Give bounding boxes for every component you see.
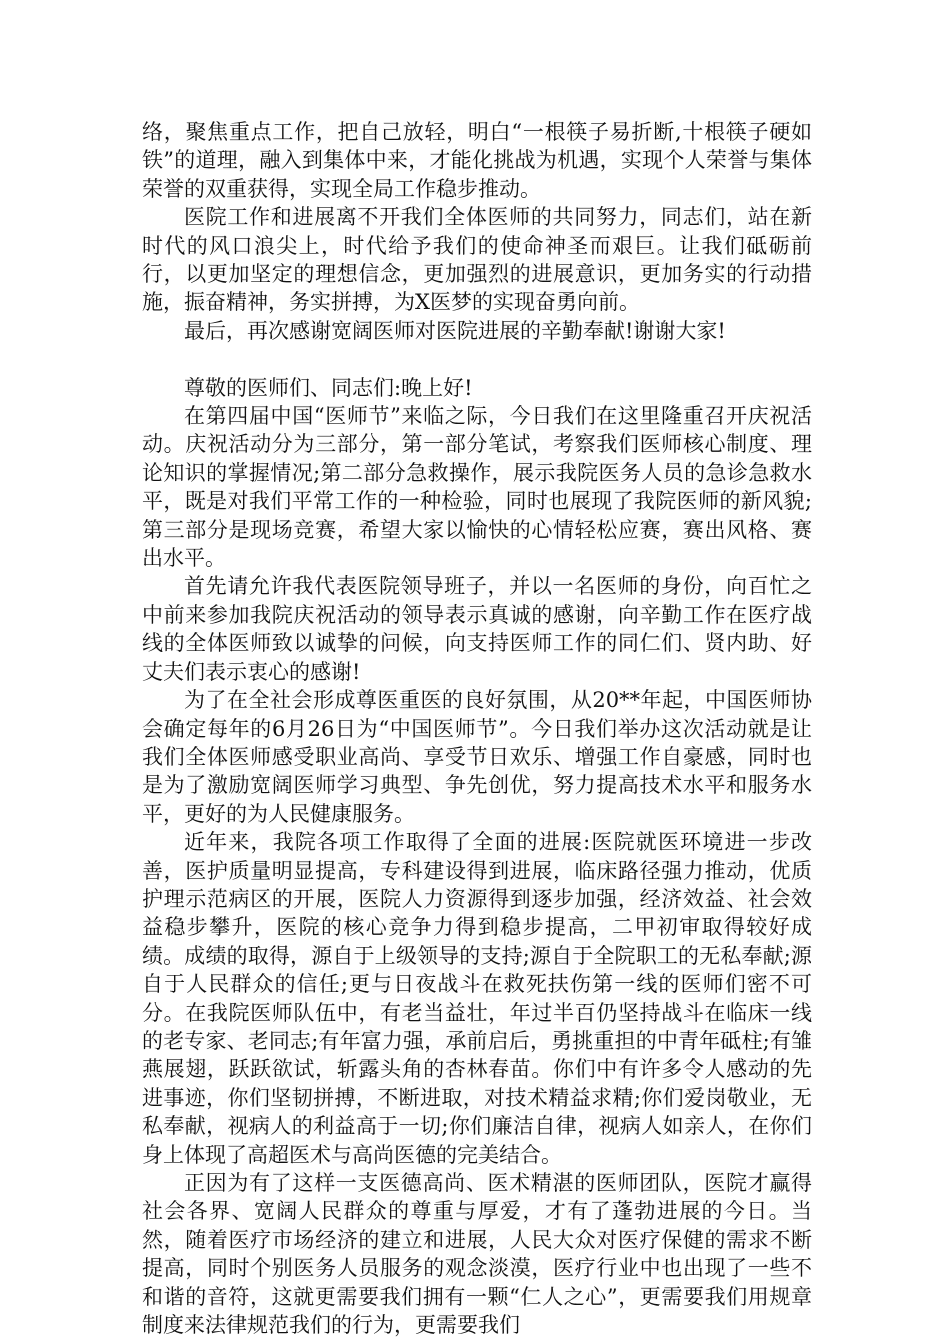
document-page (142, 118, 812, 1339)
section-gap (142, 345, 812, 373)
paragraph-closing: 最后，再次感谢宽阔医师对医院进展的辛勤奉献!谢谢大家! (184, 318, 726, 343)
paragraph-greeting: 尊敬的医师们、同志们:晚上好! (184, 375, 473, 400)
paragraph-body: 正因为有了这样一支医德高尚、医术精湛的医师团队，医院才赢得社会各界、宽阔人民群众的尊重与厚爱，才有了蓬勃进展的今日。当然，随着医疗市场经济的建立和进展，人民大众对医疗保健的需求不断提高，同时个别医务人员服务的观念淡漠，医疗行业中也出现了一些不和谐的音符，这就更需要我们拥有一颗“仁人之心”，更需要我们用规章制度来法律规范我们的行为，更需要我们 (142, 1171, 812, 1338)
paragraph-body: 近年来，我院各项工作取得了全面的进展:医院就医环境进一步改善，医护质量明显提高，专科建设得到进展，临床路径强力推动，优质护理示范病区的开展，医院人力资源得到逐步加强，经济效益、社会效益稳步攀升，医院的核心竞争力得到稳步提高，二甲初审取得较好成绩。成绩的取得，源自于上级领导的支持;源自于全院职工的无私奉献;源自于人民群众的信任;更与日夜战斗在救死扶伤第一线的医师们密不可分。在我院医师队伍中，有老当益壮，年过半百仍坚持战斗在临床一线的老专家、老同志;有年富力强，承前启后，勇挑重担的中青年砥柱;有雏燕展翅，跃跃欲试，斩露头角的杏林春苗。你们中有许多令人感动的先进事迹，你们坚韧拼搏，不断进取，对技术精益求精;你们爱岗敬业，无私奉献，视病人的利益高于一切;你们廉洁自律，视病人如亲人，在你们身上体现了高超医术与高尚医德的完美结合。 (142, 830, 812, 1167)
paragraph-body: 为了在全社会形成尊医重医的良好氛围，从20**年起，中国医师协会确定每年的6月26日为“中国医师节”。今日我们举办这次活动就是让我们全体医师感受职业高尚、享受节日欢乐、增强工作自豪感，同时也是为了激励宽阔医师学习典型、争先创优，努力提高技术水平和服务水平，更好的为人民健康服务。 (142, 688, 812, 826)
paragraph-body: 在第四届中国“医师节”来临之际，今日我们在这里隆重召开庆祝活动。庆祝活动分为三部分，第一部分笔试，考察我们医师核心制度、理论知识的掌握情况;第二部分急救操作，展示我院医务人员的急诊急救水平，既是对我们平常工作的一种检验，同时也展现了我院医师的新风貌;第三部分是现场竞赛，希望大家以愉快的心情轻松应赛，赛出风格、赛出水平。 (142, 404, 812, 571)
paragraph-body: 医院工作和进展离不开我们全体医师的共同努力，同志们，站在新时代的风口浪尖上，时代给予我们的使命神圣而艰巨。让我们砥砺前行，以更加坚定的理想信念，更加强烈的进展意识，更加务实的行动措施，振奋精神，务实拼搏，为X医梦的实现奋勇向前。 (142, 205, 812, 315)
paragraph-body: 首先请允许我代表医院领导班子，并以一名医师的身份，向百忙之中前来参加我院庆祝活动的领导表示真诚的感谢，向辛勤工作在医疗战线的全体医师致以诚挚的问候，向支持医师工作的同仁们、贤内助、好丈夫们表示衷心的感谢! (142, 574, 812, 684)
paragraph-continuation: 络，聚焦重点工作，把自己放轻，明白“一根筷子易折断,十根筷子硬如铁”的道理，融入到集体中来，才能化挑战为机遇，实现个人荣誉与集体荣誉的双重获得，实现全局工作稳步推动。 (142, 120, 812, 201)
